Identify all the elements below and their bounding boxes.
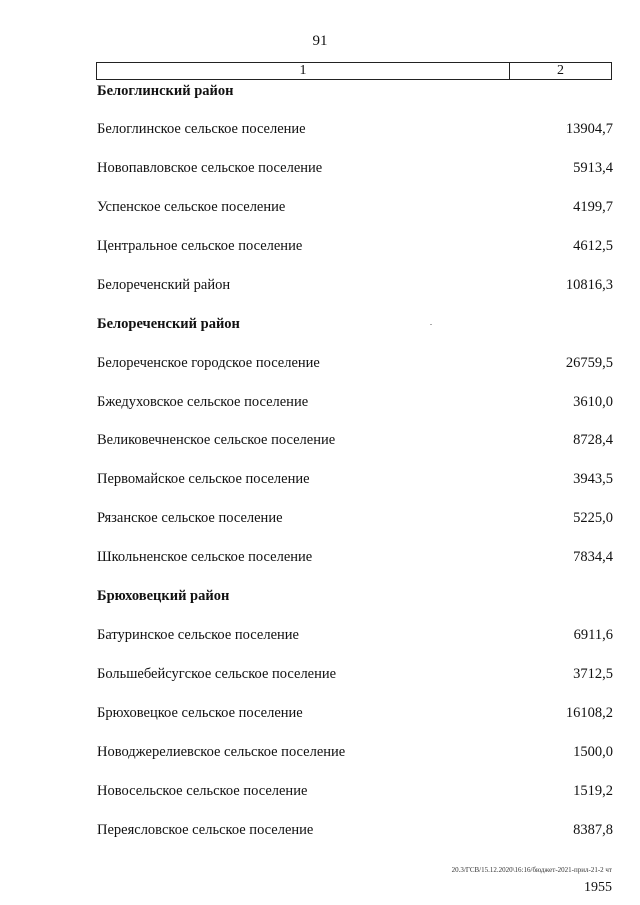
- settlement-name: Брюховецкое сельское поселение: [97, 705, 303, 721]
- settlement-value: 6911,6: [573, 627, 613, 643]
- settlement-name: Успенское сельское поселение: [97, 199, 286, 215]
- settlement-value: 26759,5: [565, 355, 613, 371]
- settlement-name: Великовечненское сельское поселение: [97, 432, 336, 448]
- column-header-table: [96, 62, 612, 80]
- settlement-name: Новоджерелиевское сельское поселение: [97, 744, 346, 760]
- table-row: [97, 432, 613, 452]
- table-row: [97, 666, 613, 686]
- table-row: [97, 510, 613, 530]
- table-row: [97, 744, 613, 764]
- settlement-value: 8387,8: [573, 822, 613, 838]
- settlement-value: 7834,4: [573, 549, 613, 565]
- table-row: [97, 549, 613, 569]
- settlement-value: 13904,7: [565, 121, 613, 137]
- table-row: [97, 121, 613, 141]
- table-row: [97, 238, 613, 258]
- settlement-value: 5913,4: [573, 160, 613, 176]
- table-row: [97, 471, 613, 491]
- table-row: [97, 783, 613, 803]
- settlement-name: Новопавловское сельское поселение: [97, 160, 323, 176]
- table-row: [97, 627, 613, 647]
- table-row: [97, 822, 613, 842]
- settlement-name: Рязанское сельское поселение: [97, 510, 283, 526]
- settlement-value: 10816,3: [565, 277, 613, 293]
- settlement-name: Белореченское городское поселение: [97, 355, 320, 371]
- settlement-name: Переясловское сельское поселение: [97, 822, 314, 838]
- section-title-bryukhovetsky: Брюховецкий район: [97, 588, 230, 604]
- table-row: [97, 355, 613, 375]
- settlement-name: Школьненское сельское поселение: [97, 549, 313, 565]
- settlement-name: Батуринское сельское поселение: [97, 627, 299, 643]
- settlement-name: Большебейсугское сельское поселение: [97, 666, 337, 682]
- table-row: [97, 394, 613, 414]
- settlement-value: 4612,5: [573, 238, 613, 254]
- settlement-value: 3712,5: [573, 666, 613, 682]
- table-row: [97, 160, 613, 180]
- settlement-value: 5225,0: [573, 510, 613, 526]
- settlement-value: 3943,5: [573, 471, 613, 487]
- section-title-beloglinsky: Белоглинский район: [97, 83, 234, 99]
- page-number: 91: [312, 33, 328, 49]
- settlement-value: 4199,7: [573, 199, 613, 215]
- footer-stamp: 20.3/ГСВ/15.12.2020\16:16/бюджет-2021-прил-21-2 чт: [451, 866, 612, 874]
- table-row: [97, 705, 613, 725]
- settlement-value: 3610,0: [573, 394, 613, 410]
- settlement-name: Белоглинское сельское поселение: [97, 121, 306, 137]
- settlement-name: Новосельское сельское поселение: [97, 783, 308, 799]
- settlement-name: Первомайское сельское поселение: [97, 471, 310, 487]
- settlement-name: Центральное сельское поселение: [97, 238, 303, 254]
- settlement-value: 8728,4: [573, 432, 613, 448]
- table-row: [97, 277, 613, 297]
- column-header-2: 2: [557, 63, 564, 78]
- table-row: [97, 199, 613, 219]
- column-header-1: 1: [97, 63, 510, 79]
- settlement-name: Бжедуховское сельское поселение: [97, 394, 309, 410]
- section-title-belorechensky: Белореченский район: [97, 316, 240, 332]
- sheet-number: 1955: [584, 880, 612, 895]
- settlement-value: 16108,2: [565, 705, 613, 721]
- settlement-value: 1519,2: [573, 783, 613, 799]
- scan-mark: [430, 324, 432, 325]
- settlement-name: Белореченский район: [97, 277, 231, 293]
- settlement-value: 1500,0: [573, 744, 613, 760]
